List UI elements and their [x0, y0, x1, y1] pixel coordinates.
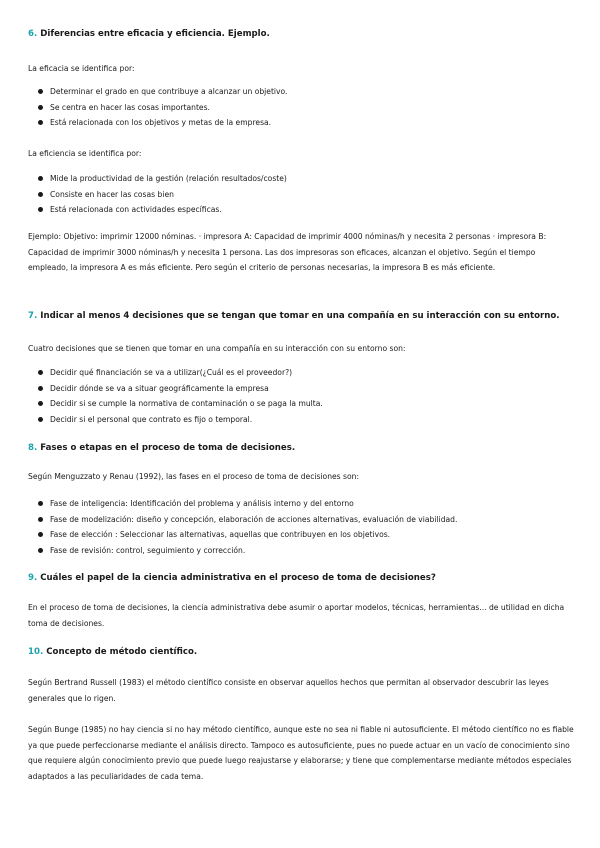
list-item: Está relacionada con actividades específicas.	[28, 202, 576, 218]
bunge-paragraph: Según Bunge (1985) no hay ciencia si no hay método científico, aunque este no sea ni fiable ni autosuficiente. El método científico no es fiable ya que puede perfeccionarse mediante el análisis directo. Tampoco es autosuficiente, pues no puede actuar en un vacío de conocimiento sino que requiere algún conocimiento previo que puede luego reajustarse y elaborarse; y tiene que complementarse mediante métodos especiales adaptados a las peculiaridades de cada tema.	[28, 725, 574, 781]
section-number: 10.	[28, 647, 44, 657]
bullet-icon	[38, 192, 43, 197]
bullet-icon	[38, 532, 43, 537]
bullet-icon	[38, 548, 43, 553]
bullet-icon	[38, 207, 43, 212]
list-item: Fase de revisión: control, seguimiento y corrección.	[28, 543, 576, 559]
section-title: Fases o etapas en el proceso de toma de decisiones.	[40, 443, 296, 453]
decisiones-list	[28, 365, 576, 427]
eficiencia-intro: La eficiencia se identifica por:	[28, 149, 142, 158]
heading-section-9	[28, 572, 576, 584]
section-number: 6.	[28, 29, 38, 39]
list-item: Se centra en hacer las cosas importantes.	[28, 100, 576, 116]
list-item: Decidir dónde se va a situar geográficamente la empresa	[28, 381, 576, 397]
list-item: Consiste en hacer las cosas bien	[28, 187, 576, 203]
eficacia-intro: La eficacia se identifica por:	[28, 64, 135, 73]
fases-intro: Según Menguzzato y Renau (1992), las fases en el proceso de toma de decisiones son:	[28, 472, 360, 481]
list-item: Mide la productividad de la gestión (relación resultados/coste)	[28, 171, 576, 187]
section-title: Diferencias entre eficacia y eficiencia. Ejemplo.	[40, 29, 270, 39]
bullet-icon	[38, 89, 43, 94]
heading-section-7	[28, 310, 576, 322]
heading-section-8	[28, 442, 576, 454]
bullet-icon	[38, 386, 43, 391]
bullet-icon	[38, 401, 43, 406]
list-item: Decidir qué financiación se va a utilizar(¿Cuál es el proveedor?)	[28, 365, 576, 381]
decisiones-intro: Cuatro decisiones que se tienen que tomar en una compañía en su interacción con su entorno son:	[28, 344, 406, 353]
bullet-icon	[38, 517, 43, 522]
bullet-icon	[38, 105, 43, 110]
list-item: Decidir si el personal que contrato es fijo o temporal.	[28, 412, 576, 428]
section-title: Concepto de método científico.	[46, 647, 198, 657]
ciencia-paragraph: En el proceso de toma de decisiones, la ciencia administrativa debe asumir o aportar modelos, técnicas, herramientas... de utilidad en dicha toma de decisiones.	[28, 603, 565, 628]
bullet-icon	[38, 501, 43, 506]
section-number: 9.	[28, 573, 38, 583]
list-item: Fase de inteligencia: Identificación del problema y análisis interno y del entorno	[28, 496, 576, 512]
eficiencia-list	[28, 171, 576, 218]
bullet-icon	[38, 417, 43, 422]
list-item: Decidir si se cumple la normativa de contaminación o se paga la multa.	[28, 396, 576, 412]
bullet-icon	[38, 370, 43, 375]
section-number: 8.	[28, 443, 38, 453]
list-item: Fase de elección : Seleccionar las alternativas, aquellas que contribuyen en los objetivos.	[28, 527, 576, 543]
bullet-icon	[38, 176, 43, 181]
section-title: Cuáles el papel de la ciencia administrativa en el proceso de toma de decisiones?	[40, 573, 436, 583]
list-item: Fase de modelización: diseño y concepción, elaboración de acciones alternativas, evaluación de viabilidad.	[28, 512, 576, 528]
list-item: Está relacionada con los objetivos y metas de la empresa.	[28, 115, 576, 131]
heading-section-10	[28, 646, 576, 658]
section-number: 7.	[28, 311, 38, 321]
bullet-icon	[38, 120, 43, 125]
ejemplo-paragraph: Ejemplo: Objetivo: imprimir 12000 nóminas. · impresora A: Capacidad de imprimir 4000 nóminas/h y necesita 2 personas · impresora B: Capacidad de imprimir 3000 nóminas/h y necesita 1 persona. Las dos impresoras son eficaces, alcanzan el objetivo. Según el tiempo empleado, la impresora A es más eficiente. Pero según el criterio de personas necesarias, la impresora B es más eficiente.	[28, 232, 547, 272]
list-item: Determinar el grado en que contribuye a alcanzar un objetivo.	[28, 84, 576, 100]
heading-section-6	[28, 28, 576, 40]
section-title: Indicar al menos 4 decisiones que se tengan que tomar en una compañía en su interacción con su entorno.	[40, 311, 560, 321]
russell-paragraph: Según Bertrand Russell (1983) el método científico consiste en observar aquellos hechos que permitan al observador descubrir las leyes generales que lo rigen.	[28, 678, 549, 703]
fases-list	[28, 496, 576, 558]
eficacia-list	[28, 84, 576, 131]
